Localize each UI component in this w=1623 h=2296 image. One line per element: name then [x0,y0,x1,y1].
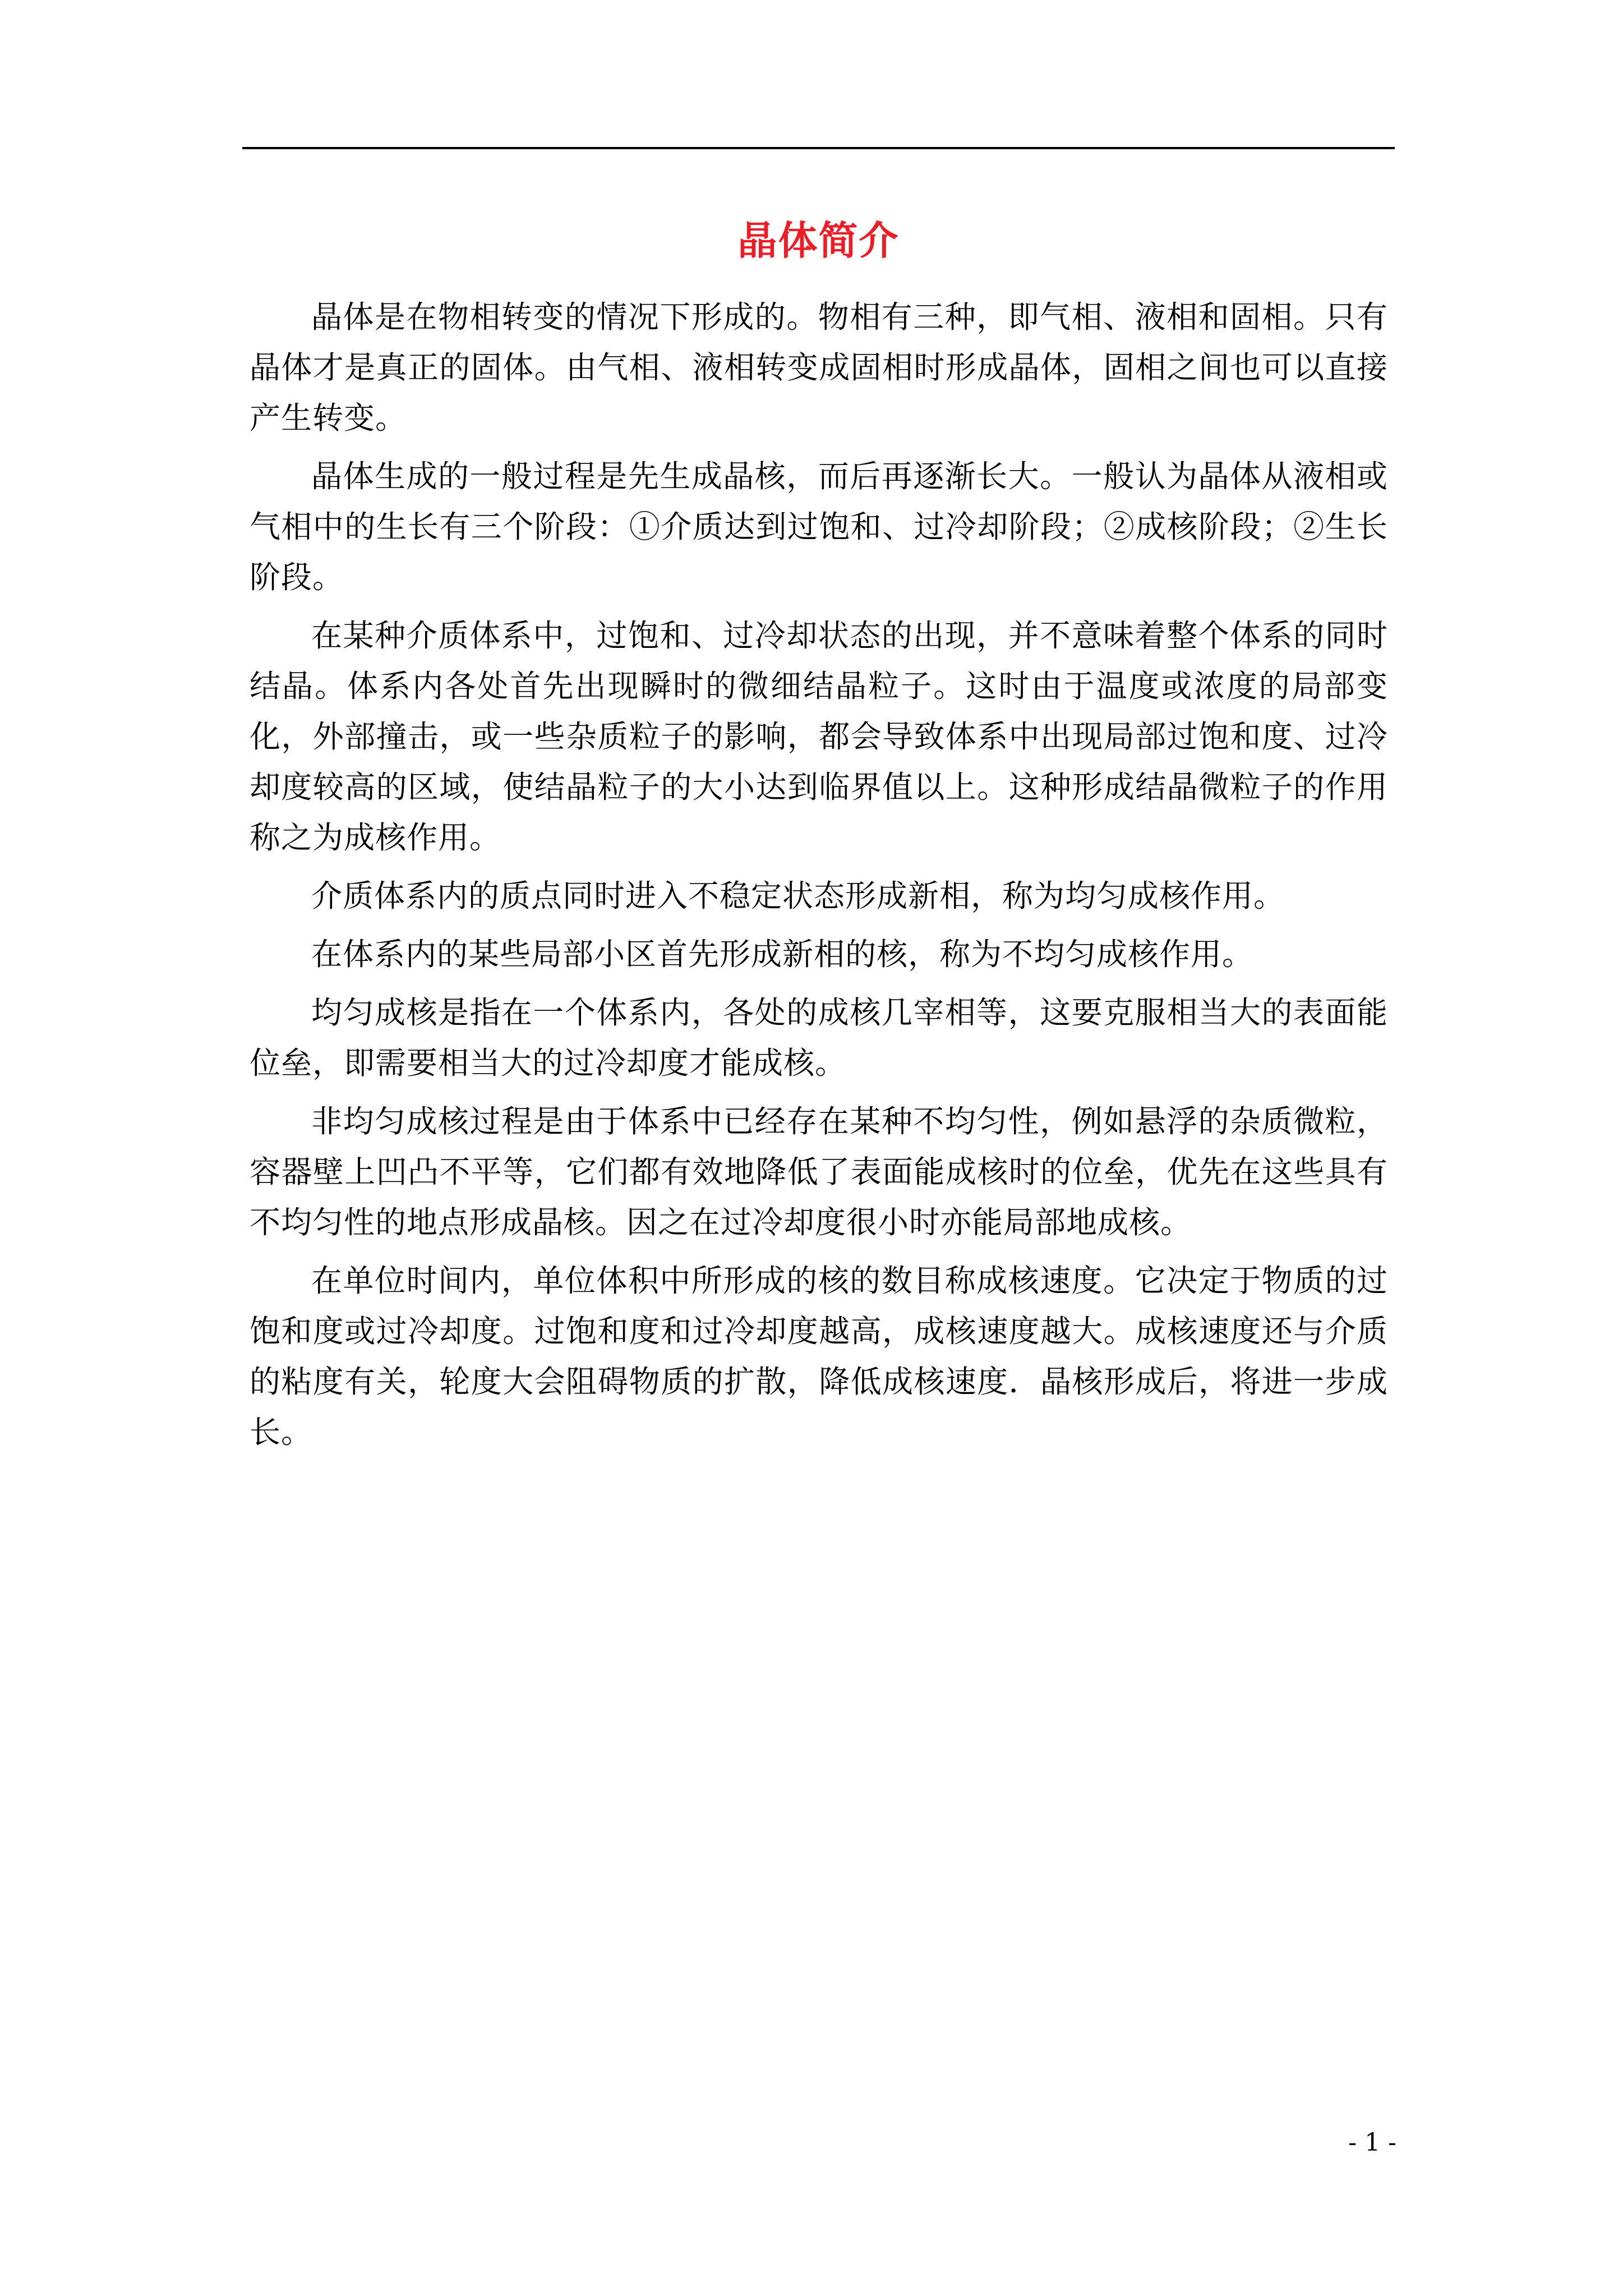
paragraph-3: 在某种介质体系中，过饱和、过冷却状态的出现，并不意味着整个体系的同时结晶。体系内各处首先出现瞬时的微细结晶粒子。这时由于温度或浓度的局部变化，外部撞击，或一些杂质粒子的影响，都会导致体系中出现局部过饱和度、过冷却度较高的区域，使结晶粒子的大小达到临界值以上。这种形成结晶微粒子的作用称之为成核作用。 [250,618,1388,855]
paragraph-8: 在单位时间内，单位体积中所形成的核的数目称成核速度。它决定于物质的过饱和度或过冷却度。过饱和度和过冷却度越高，成核速度越大。成核速度还与介质的粘度有关，轮度大会阻碍物质的扩散，降低成核速度．晶核形成后，将进一步成长。 [250,1263,1388,1450]
paragraph-2: 晶体生成的一般过程是先生成晶核，而后再逐渐长大。一般认为晶体从液相或气相中的生长有三个阶段：①介质达到过饱和、过冷却阶段；②成核阶段；②生长阶段。 [250,458,1388,595]
page-number: - 1 - [1348,2128,1396,2157]
paragraph-5: 在体系内的某些局部小区首先形成新相的核，称为不均匀成核作用。 [311,936,1254,972]
paragraph-7: 非均匀成核过程是由于体系中已经存在某种不均匀性，例如悬浮的杂质微粒，容器壁上凹凸不平等，它们都有效地降低了表面能成核时的位垒，优先在这些具有不均匀性的地点形成晶核。因之在过冷却度很小时亦能局部地成核。 [250,1103,1388,1240]
header-rule [242,147,1395,149]
paragraph-4: 介质体系内的质点同时进入不稳定状态形成新相，称为均匀成核作用。 [311,878,1285,914]
document-body [250,292,1388,1465]
document-title: 晶体简介 [737,217,900,264]
paragraph-6: 均匀成核是指在一个体系内，各处的成核几宰相等，这要克服相当大的表面能位垒，即需要相当大的过冷却度才能成核。 [250,995,1388,1081]
paragraph-1: 晶体是在物相转变的情况下形成的。物相有三种，即气相、液相和固相。只有晶体才是真正的固体。由气相、液相转变成固相时形成晶体，固相之间也可以直接产生转变。 [250,299,1388,436]
